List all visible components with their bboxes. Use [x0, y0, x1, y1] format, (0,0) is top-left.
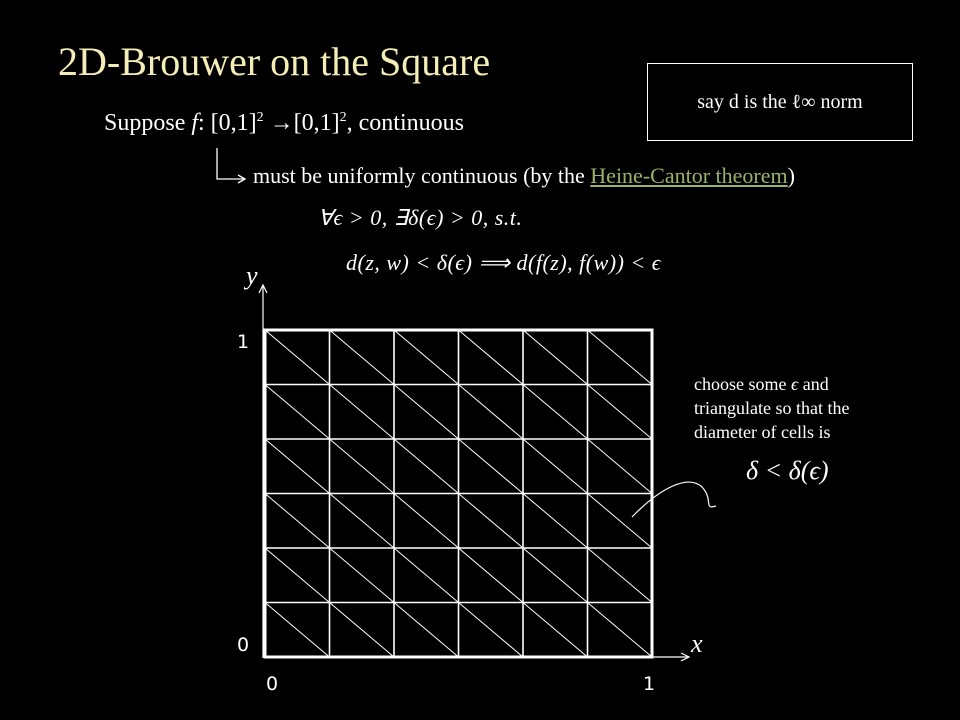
- x-tick-label-0: 0: [266, 673, 279, 695]
- triangulation-grid: [265, 330, 652, 657]
- codomain-text: →[0,1]: [263, 110, 340, 136]
- cell-diagonal: [394, 603, 459, 658]
- cell-diagonal: [330, 548, 395, 603]
- domain-text: : [0,1]: [198, 110, 257, 136]
- cell-diagonal: [265, 439, 330, 494]
- cell-diagonal: [330, 330, 395, 385]
- cell-diagonal: [588, 330, 653, 385]
- cell-diagonal: [265, 494, 330, 549]
- cell-diagonal: [459, 494, 524, 549]
- codomain-exponent: 2: [339, 110, 347, 125]
- slide-title: 2D-Brouwer on the Square: [58, 39, 491, 84]
- cell-diagonal: [459, 603, 524, 658]
- x-axis-label: x: [691, 629, 703, 658]
- x-tick-label-1: 1: [643, 673, 656, 695]
- uniform-suffix: ): [787, 163, 795, 188]
- norm-note-box: say d is the ℓ∞ norm: [647, 63, 913, 141]
- continuous-text: , continuous: [346, 110, 464, 136]
- annotation-text-choose: choose some: [694, 374, 791, 394]
- cell-diagonal: [394, 494, 459, 549]
- cell-diagonal: [394, 548, 459, 603]
- annotation-line-3: diameter of cells is: [694, 422, 831, 442]
- cell-diagonal: [265, 548, 330, 603]
- cell-diagonal: [459, 330, 524, 385]
- cell-diagonal: [588, 385, 653, 440]
- implication-bracket-arrow: [217, 148, 244, 179]
- heine-cantor-link[interactable]: Heine-Cantor theorem: [590, 163, 788, 188]
- cell-diagonal: [523, 548, 588, 603]
- cell-diagonal: [523, 603, 588, 658]
- cell-diagonal: [588, 548, 653, 603]
- cell-diagonal: [265, 603, 330, 658]
- function-symbol: f: [191, 110, 199, 136]
- cell-diagonal: [330, 603, 395, 658]
- cell-diagonal: [459, 385, 524, 440]
- cell-diagonal: [523, 330, 588, 385]
- cell-diagonal: [459, 439, 524, 494]
- cell-diagonal: [265, 385, 330, 440]
- y-axis-label: y: [246, 261, 258, 290]
- cell-diagonal: [330, 494, 395, 549]
- cell-diagonal: [523, 494, 588, 549]
- cell-diagonal: [265, 330, 330, 385]
- cell-diagonal: [588, 603, 653, 658]
- annotation-text-and: and: [798, 374, 829, 394]
- cell-diagonal: [330, 439, 395, 494]
- cell-diagonal: [459, 548, 524, 603]
- math-quantifier-line: ∀ϵ > 0, ∃δ(ϵ) > 0, s.t.: [318, 205, 523, 230]
- delta-condition: δ < δ(ϵ): [746, 456, 829, 485]
- cell-diagonal: [330, 385, 395, 440]
- cell-diagonal: [523, 385, 588, 440]
- suppose-prefix: Suppose: [104, 110, 192, 136]
- y-tick-label-1: 1: [237, 331, 250, 353]
- domain-exponent: 2: [256, 110, 264, 125]
- cell-diagonal: [523, 439, 588, 494]
- annotation-line-2: triangulate so that the: [694, 398, 850, 418]
- cell-diagonal: [588, 439, 653, 494]
- uniform-prefix: must be uniformly continuous (by the: [253, 163, 591, 188]
- y-tick-label-0: 0: [237, 634, 250, 656]
- cell-diagonal: [394, 439, 459, 494]
- cell-diagonal: [394, 330, 459, 385]
- cell-diagonal: [588, 494, 653, 549]
- annotation-epsilon: ϵ: [790, 374, 799, 394]
- math-implication-line: d(z, w) < δ(ϵ) ⟹ d(f(z), f(w)) < ϵ: [346, 250, 662, 275]
- cell-diagonal: [394, 385, 459, 440]
